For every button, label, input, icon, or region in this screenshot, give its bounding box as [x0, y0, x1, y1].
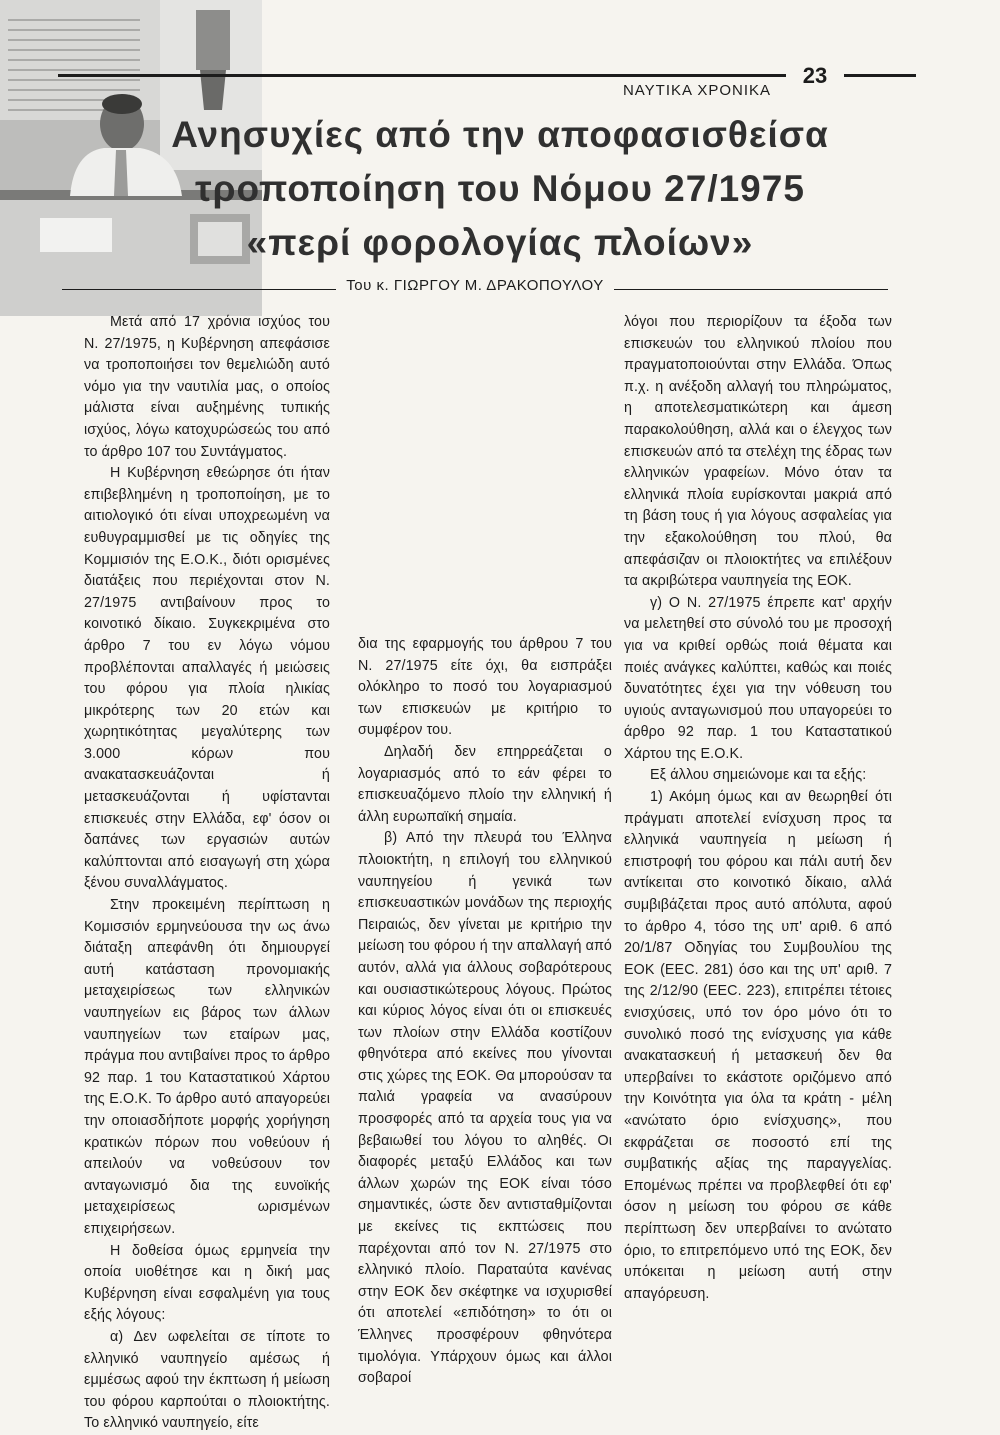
byline-rule-left [62, 289, 336, 290]
paragraph: Η δοθείσα όμως ερμηνεία την οποία υιοθέτησε και η δική μας Κυβέρνηση είναι εσφαλμένη για τους εξής λόγους: [84, 1242, 330, 1324]
paragraph: Εξ άλλου σημειώνομε και τα εξής: [650, 767, 867, 784]
byline-row [62, 273, 888, 297]
masthead-rule-left [58, 74, 786, 77]
article-title-line: Ανησυχίες από την αποφασισθείσα [171, 114, 829, 155]
paragraph: Δηλαδή δεν επηρρεάζεται ο λογαριασμός από το εάν φέρει το επισκευαζόμενο πλοίο την ελληνική ή άλλη ευρωπαϊκή σημαία. [358, 743, 612, 825]
column-left [84, 312, 330, 1435]
masthead-rule-right [844, 74, 916, 77]
byline: Του κ. ΓΙΩΡΓΟΥ Μ. ΔΡΑΚΟΠΟΥΛΟΥ [346, 276, 604, 294]
byline-rule-right [614, 289, 888, 290]
paragraph: δια της εφαρμογής του άρθρου 7 του Ν. 27/1975 είτε όχι, θα εισπράξει ολόκληρο το ποσό του λογαριασμού των επισκευών με κριτήριο το συμφέρον του. [358, 636, 612, 739]
paragraph: Η Κυβέρνηση εθεώρησε ότι ήταν επιβεβλημένη η τροποποίηση, με το αιτιολογικό ότι είναι υποχρεωμένη να ευθυγραμμισθεί με τις οδηγίες της Κομμισιόν της Ε.Ο.Κ., διότι ορισμένες διατάξεις που περιέχονται στον Ν. 27/1975 αντιβαίνουν προς το κοινοτικό δίκαιο. Συγκεκριμένα στο άρθρο 7 του εν λόγω νόμου προβλέπονται απαλλαγές ή μειώσεις του φόρου για πλοία ηλικίας μικρότερης των 20 ετών και χωρητικότητας μεγαλύτερης των 3.000 κόρων που ανακατασκευάζονται ή μετασκευάζονται ή υφίστανται επισκευές στην Ελλάδα, εφ' όσον οι δαπάνες των εργασιών αυτών καλύπτονται από εισαγωγή στη χώρα ξένου συναλλάγματος. [84, 465, 330, 892]
paragraph: α) Δεν ωφελείται σε τίποτε το ελληνικό ναυπηγείο αμέσως ή εμμέσως αφού την έκπτωση ή μείωση του φόρου καρπούται ο πλοιοκτήτης. Το ελληνικό ναυπηγείο, είτε [84, 1328, 330, 1432]
paragraph: β) Από την πλευρά του Έλληνα πλοιοκτήτη, η επιλογή του ελληνικού ναυπηγείου ή γενικά των επισκευαστικών μονάδων της περιοχής Πειραιώς, δεν γίνεται με κριτήριο την μείωση του φόρου ή την απαλλαγή από αυτόν, αλλά για άλλους σοβαρότερους και ουσιαστικώτερους λόγους. Πρώτος και κύριος λόγος είναι ότι οι επισκευές των πλοίων στην Ελλάδα κοστίζουν φθηνότερα από εκείνες που γίνονται στις χώρες της ΕΟΚ. Θα μπορούσαν τα παλιά γραφεία να ανασύρουν προσφορές από τα αρχεία τους για να βεβαιωθεί του λόγου το αληθές. Οι διαφορές μεταξύ Ελλάδος και των άλλων χωρών της ΕΟΚ είναι τόσο σημαντικές, ώστε δεν αντισταθμίζονται με εκείνες τις εκπτώσεις που παρέχονται από τον Ν. 27/1975 στο ελληνικό πλοίο. Παραταύτα κανένας στην ΕΟΚ δεν σκέφτηκε να ισχυρισθεί ότι αποτελεί «επιδότηση» το ότι οι Έλληνες προσφέρουν φθηνότερα τιμολόγια. Υπάρχουν όμως και άλλοι σοβαροί [358, 830, 612, 1387]
article-title-line: «περί φορολογίας πλοίων» [246, 222, 754, 263]
paragraph: λόγοι που περιορίζουν τα έξοδα των επισκευών του ελληνικού πλοίου που πραγματοποιούνται στην Ελλάδα. Όπως π.χ. η ανέξοδη αλλαγή του πληρώματος, η αποτελεσματικώτερη και άμεση παρακολούθηση, αλλά και ο έλεγχος των επισκευών από τα στελέχη της έδρας των ελληνικών γραφείων. Μόνο όταν τα ελληνικά πλοία ευρίσκονται μακριά από τη βάση τους ή για λόγους ασφαλείας για την εξακολούθηση του πλού, θα απεφάσιζαν οι πλοιοκτήτες να επιλέξουν τα ακριβώτερα ναυπηγεία της ΕΟΚ. [624, 314, 892, 590]
column-middle [358, 634, 612, 1390]
article-title-line: τροποποίηση του Νόμου 27/1975 [195, 168, 805, 209]
column-right [624, 312, 892, 1305]
paragraph: 1) Ακόμη όμως και αν θεωρηθεί ότι πράγματι αποτελεί ενίσχυση προς τα ελληνικά ναυπηγεία η μείωση ή επιστροφή του φόρου και πάλι αυτή δεν αντίκειται στο κοινοτικό δίκαιο, αλλά συμβιβάζεται προς αυτό απόλυτα, αφού το άρθρο 4, τόσο της υπ' αριθ. 6 από 20/1/87 Οδηγίας του Συμβουλίου της ΕΟΚ (ΕΕC. 281) όσο και της υπ' αριθ. 7 της 2/12/90 (ΕΕC. 223), επιτρέπει τέτοιες ενισχύσεις, υπό τον όρο μόνο ότι το συνολικό ποσό της ενίσχυσης για κάθε ανακατασκευή ή μετασκευή δεν θα υπερβαίνει το εκάστοτε οριζόμενο από την Κοινότητα για όλα τα κράτη - μέλη «ανώτατο όριο ενίσχυσης», που εκφράζεται σε ποσοστό επί της συμβατικής αξίας της παραγγελίας. Επομένως πρέπει να προβλεφθεί ότι εφ' όσον η μείωση του φόρου σε κάθε περίπτωση δεν υπερβαίνει το ανώτατο όριο, το επιτρεπόμενο υπό της ΕΟΚ, δεν υπόκειται η μείωση αυτή στην απαγόρευση. [624, 789, 892, 1302]
paragraph: Στην προκειμένη περίπτωση η Κομισσιόν ερμηνεύουσα την ως άνω διάταξη απεφάνθη ότι δημιουργεί αυτή κατάσταση προνομιακής μεταχειρίσεως των ελληνικών ναυπηγείων εις βάρος των άλλων ναυπηγείων των εταίρων μας, πράγμα που αντιβαίνει προς το άρθρο 92 παρ. 1 του Καταστατικού Χάρτου της Ε.Ο.Κ. Το άρθρο αυτό απαγορεύει την οποιασδήποτε μορφής χορήγηση κρατικών πόρων που νοθεύουν ή απειλούν να νοθεύσουν τον ανταγωνισμό δια της ευνοϊκής μεταχειρίσεως ωρισμένων επιχειρήσεων. [84, 897, 330, 1237]
paragraph: Μετά από 17 χρόνια ισχύος του Ν. 27/1975, η Κυβέρνηση απεφάσισε να τροποποιήσει τον θεμελιώδη αυτό νόμο για την ναυτιλία μας, ο οποίος μάλιστα είναι αυξημένης τυπικής ισχύος, λόγω κατοχυρώσεώς του από το άρθρο 107 του Συντάγματος. [84, 314, 330, 460]
running-head: ΝΑΥΤΙΚΑ ΧΡΟΝΙΚΑ [622, 82, 772, 99]
page-number: 23 [802, 63, 828, 88]
paragraph: γ) Ο Ν. 27/1975 έπρεπε κατ' αρχήν να μελετηθεί στο σύνολό του με προσοχή για να κριθεί ορθώς ποιά θέματα και ποιές ανάγκες καλύπτει, καθώς και ποιές δυνατότητες έχει για την νόθευση του υγιούς ανταγωνισμού που υπαγορεύει το άρθρο 92 παρ. 1 του Καταστατικού Χάρτου της Ε.Ο.Κ. [624, 594, 892, 762]
article-title [60, 108, 940, 270]
